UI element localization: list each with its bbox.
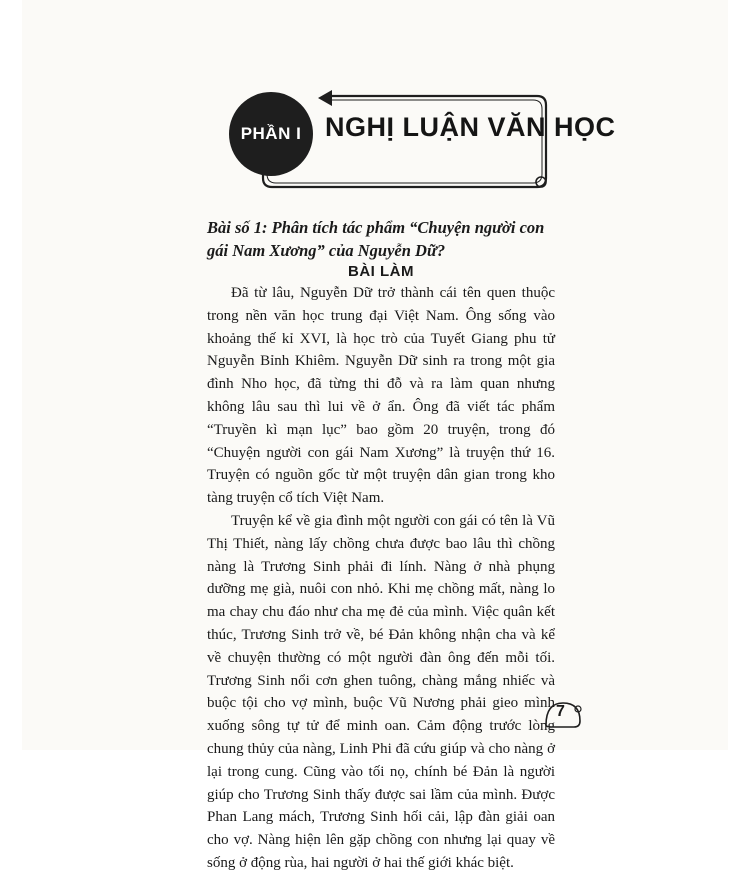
header-frame	[0, 0, 750, 200]
main-content	[207, 216, 555, 875]
page-number: 7	[556, 703, 565, 720]
answer-heading: BÀI LÀM	[348, 263, 414, 280]
arrow-head-icon	[318, 90, 332, 106]
paragraph-2: Truyện kể về gia đình một người con gái có tên là Vũ Thị Thiết, nàng lấy chồng chưa được bao lâu thì chồng nàng là Trương Sinh phải đi lính. Nàng ở nhà phụng dưỡng mẹ già, nuôi con nhỏ. Khi mẹ chồng mất, nàng lo ma chay chu đáo như cha mẹ đẻ của mình. Việc quân kết thúc, Trương Sinh trở về, bé Đản không nhận cha và kể về chuyện thường có một người đàn ông đến mỗi tối. Trương Sinh nổi cơn ghen tuông, chàng mắng nhiếc và buộc tội cho vợ mình, buộc Vũ Nương phải gieo mình xuống sông tự tử để minh oan. Cảm động trước lòng chung thủy của nàng, Linh Phi đã cứu giúp và cho nàng ở lại trong cung. Cũng vào tối nọ, chính bé Đản là người giúp cho Trương Sinh thấy được sai lầm của mình. Được Phan Lang mách, Trương Sinh hối cải, lập đàn giải oan cho vợ. Nàng hiện lên gặp chồng con nhưng lại quay về sống ở động rùa, hai người ở hai thế giới khác biệt.	[207, 512, 555, 871]
question-heading: Bài số 1: Phân tích tác phẩm “Chuyện người con gái Nam Xương” của Nguyễn Dữ?	[207, 218, 545, 260]
part-badge	[229, 92, 313, 176]
paragraph-1: Đã từ lâu, Nguyễn Dữ trở thành cái tên quen thuộc trong nền văn học trung đại Việt Nam. Ông sống vào khoảng thế kỉ XVI, là học trò của Tuyết Giang phu tử Nguyễn Bỉnh Khiêm. Nguyễn Dữ sinh ra trong một gia đình Nho học, đã từng thi đỗ và ra làm quan nhưng không lâu sau thì lui về ở ẩn. Ông đã viết tác phẩm “Truyền kì mạn lục” bao gồm 20 truyện, trong đó “Chuyện người con gái Nam Xương” là truyện thứ 16. Truyện có nguồn gốc từ một truyện dân gian trong kho tàng truyện cổ tích Việt Nam.	[207, 285, 555, 507]
section-header	[0, 0, 750, 200]
section-title: NGHỊ LUẬN VĂN HỌC	[325, 112, 616, 142]
page-number-badge	[542, 697, 584, 731]
part-label: PHẦN I	[240, 124, 302, 143]
